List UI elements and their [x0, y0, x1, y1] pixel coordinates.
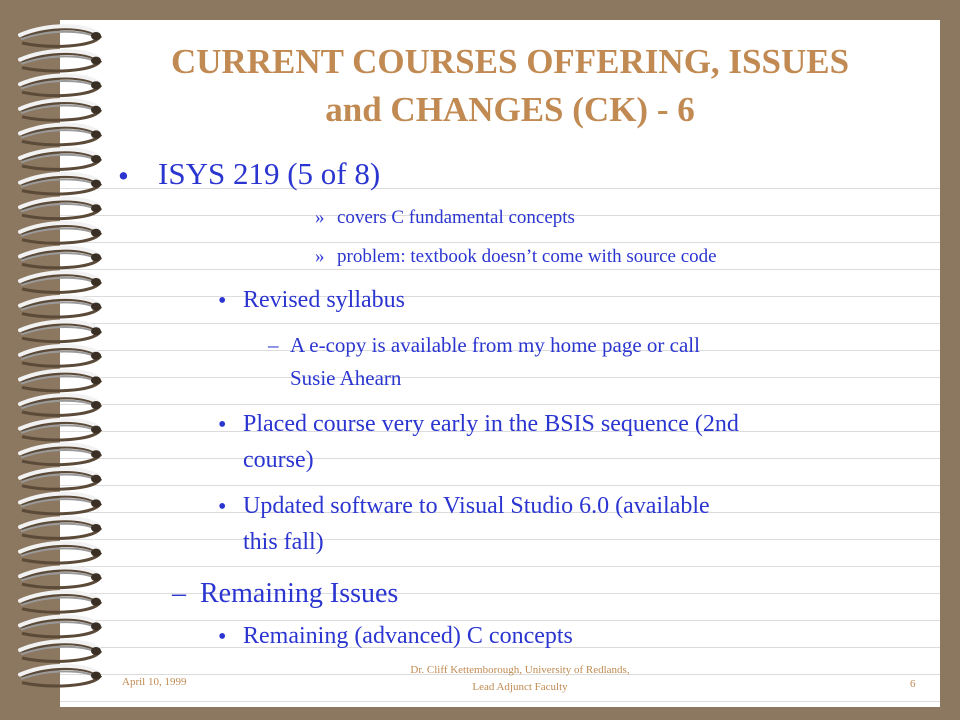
dash-marker-icon: – [172, 578, 186, 609]
sub-item-problem: problem: textbook doesn’t come with source code [337, 246, 717, 267]
spiral-ring [20, 469, 101, 489]
spiral-ring [20, 346, 101, 366]
bullet-revised-syllabus: Revised syllabus [243, 287, 405, 313]
bullet-dot-icon: • [218, 624, 227, 650]
spiral-ring [20, 617, 101, 637]
sub-marker-icon: » [315, 246, 325, 267]
bullet-placed-course-line-2: course) [243, 447, 314, 473]
dash-item-ecopy-line-1: A e-copy is available from my home page or call [290, 333, 700, 357]
spiral-ring [20, 444, 101, 464]
spiral-ring [20, 666, 101, 686]
sub-item-fundamentals: covers C fundamental concepts [337, 207, 575, 228]
spiral-ring [20, 321, 101, 341]
spiral-ring [20, 272, 101, 292]
footer-author [360, 662, 680, 696]
bullet-dot-icon: • [218, 412, 227, 438]
spiral-ring [20, 371, 101, 391]
slide-title-line-2: and CHANGES (CK) - 6 [325, 90, 695, 129]
bullet-dot-icon: • [218, 494, 227, 520]
remaining-issues-heading: Remaining Issues [200, 578, 399, 609]
bullet-updated-software-line-2: this fall) [243, 529, 324, 555]
bullet-updated-software-line-1: Updated software to Visual Studio 6.0 (available [243, 493, 710, 519]
spiral-ring [20, 420, 101, 440]
spiral-ring [20, 174, 101, 194]
spiral-ring [20, 518, 101, 538]
bullet-dot-icon: • [218, 288, 227, 314]
spiral-ring [20, 297, 101, 317]
bullet-dot-icon: • [118, 158, 129, 193]
spiral-ring [20, 149, 101, 169]
slide-title [80, 38, 940, 134]
spiral-ring [20, 223, 101, 243]
dash-item-ecopy-line-2: Susie Ahearn [290, 366, 402, 390]
bullet-placed-course-line-1: Placed course very early in the BSIS sequence (2nd [243, 411, 739, 437]
footer-author-line-2: Lead Adjunct Faculty [472, 681, 568, 693]
slide-title-line-1: CURRENT COURSES OFFERING, ISSUES [170, 42, 850, 81]
spiral-ring [20, 494, 101, 514]
spiral-ring [20, 543, 101, 563]
spiral-ring [20, 567, 101, 587]
sub-marker-icon: » [315, 207, 325, 228]
footer-page-number: 6 [910, 678, 916, 690]
course-heading: ISYS 219 (5 of 8) [158, 156, 381, 191]
spiral-ring [20, 248, 101, 268]
bullet-remaining-concepts: Remaining (advanced) C concepts [243, 623, 573, 649]
spiral-ring [20, 641, 101, 661]
spiral-ring [20, 395, 101, 415]
dash-marker-icon: – [268, 333, 279, 357]
spiral-ring [20, 592, 101, 612]
footer-author-line-1: Dr. Cliff Kettemborough, University of Redlands, [410, 664, 630, 676]
spiral-ring [20, 198, 101, 218]
footer-date: April 10, 1999 [122, 676, 187, 688]
